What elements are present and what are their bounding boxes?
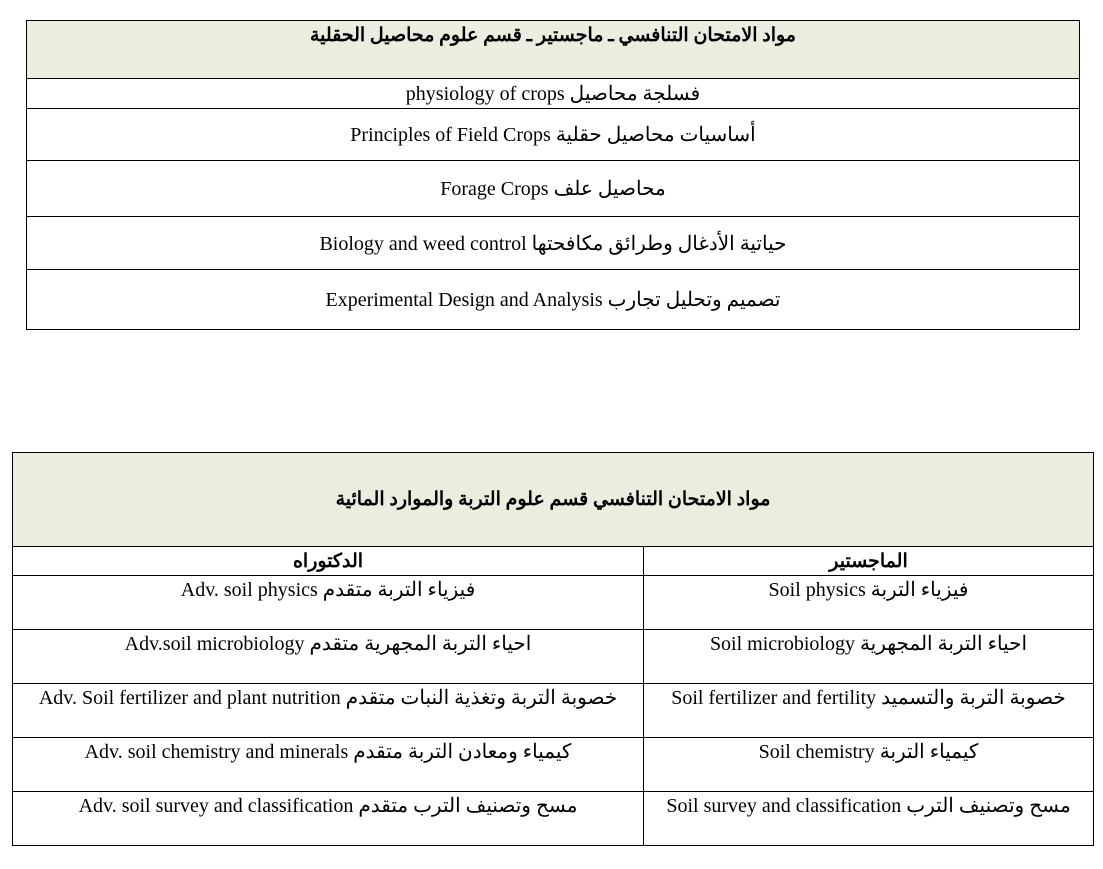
phd-subject-cell: خصوبة التربة وتغذية النبات متقدم Adv. Soil fertilizer and plant nutrition — [13, 684, 644, 738]
table-row — [13, 738, 1094, 792]
masters-subject-cell: فيزياء التربة Soil physics — [644, 576, 1094, 630]
table-row — [13, 792, 1094, 846]
masters-subject-cell: احياء التربة المجهرية Soil microbiology — [644, 630, 1094, 684]
phd-subject-cell: احياء التربة المجهرية متقدم Adv.soil microbiology — [13, 630, 644, 684]
masters-column-header: الماجستير — [644, 547, 1094, 576]
table-row — [13, 576, 1094, 630]
field-crops-exam-table — [26, 20, 1080, 330]
phd-column-header: الدكتوراه — [13, 547, 644, 576]
soil-table-title: مواد الامتحان التنافسي قسم علوم التربة والموارد المائية — [13, 453, 1094, 547]
table-row — [13, 684, 1094, 738]
table-row — [13, 630, 1094, 684]
masters-subject-cell: مسح وتصنيف الترب Soil survey and classification — [644, 792, 1094, 846]
masters-subject-cell: خصوبة التربة والتسميد Soil fertilizer and fertility — [644, 684, 1094, 738]
subject-cell: فسلجة محاصيل physiology of crops — [27, 79, 1080, 109]
masters-subject-cell: كيمياء التربة Soil chemistry — [644, 738, 1094, 792]
subject-cell: حياتية الأدغال وطرائق مكافحتها Biology and weed control — [27, 217, 1080, 270]
phd-subject-cell: مسح وتصنيف الترب متقدم Adv. soil survey and classification — [13, 792, 644, 846]
phd-subject-cell: كيمياء ومعادن التربة متقدم Adv. soil chemistry and minerals — [13, 738, 644, 792]
field-crops-table-title: مواد الامتحان التنافسي ـ ماجستير ـ قسم علوم محاصيل الحقلية — [27, 21, 1080, 79]
subject-cell: أساسيات محاصيل حقلية Principles of Field Crops — [27, 109, 1080, 161]
subject-cell: تصميم وتحليل تجارب Experimental Design and Analysis — [27, 270, 1080, 330]
phd-subject-cell: فيزياء التربة متقدم Adv. soil physics — [13, 576, 644, 630]
subject-cell: محاصيل علف Forage Crops — [27, 161, 1080, 217]
soil-science-exam-table — [12, 452, 1094, 846]
